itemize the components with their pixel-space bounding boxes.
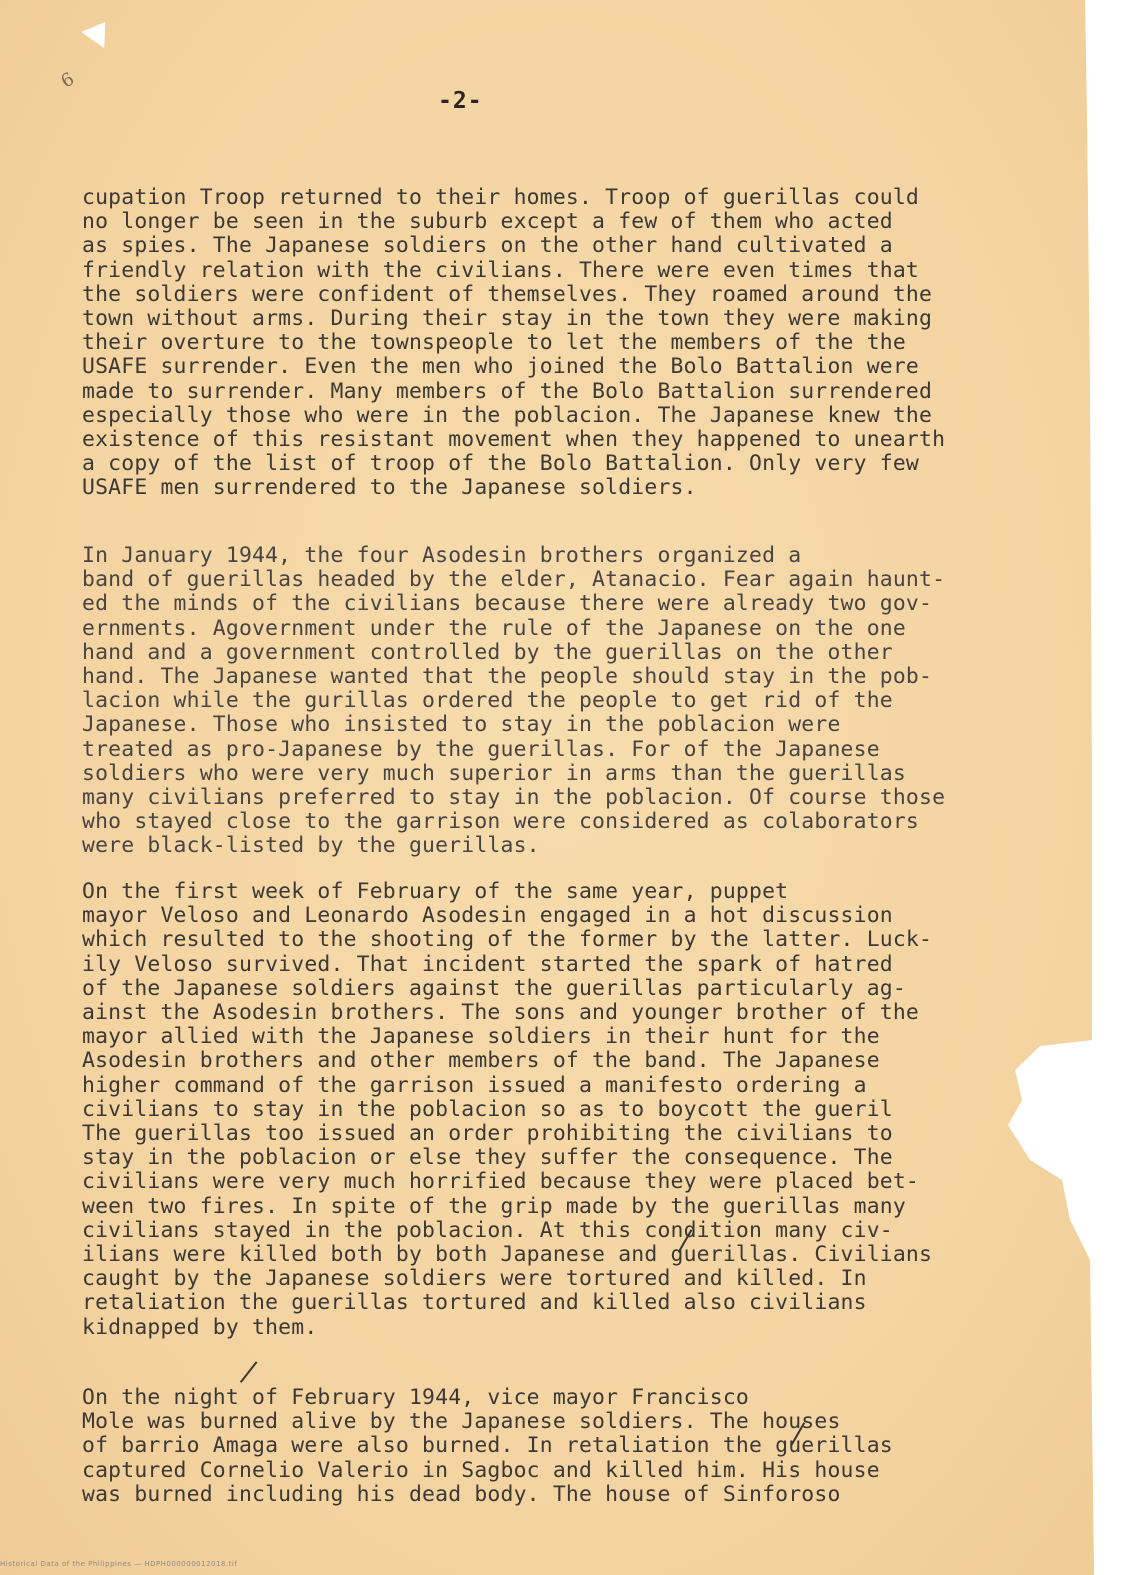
paragraph-1: cupation Troop returned to their homes. Troop of guerillas could no longer be seen in the suburb except a few of them who acted as spies. The Japanese soldiers on the other hand cultivated a friendly relation with the civilians. There were even times that the soldiers were confident of themselves. They roamed around the town without arms. During their stay in the town they were making their overture to the townspeople to let the members of the the USAFE surrender. Even the men who joined the Bolo Battalion were made to surrender. Many members of the Bolo Battalion surrendered especially those who were in the poblacion. The Japanese knew the existence of this resistant movement when they happened to unearth a copy of the list of troop of the Bolo Battalion. Only very few USAFE men surrendered to the Japanese soldiers. <box>82 185 946 501</box>
page-number: -2- <box>438 88 483 114</box>
scan-footer: Historical Data of the Philippines — HDPH000000012018.tif <box>0 1560 238 1568</box>
paragraph-4: On the night of February 1944, vice mayor Francisco Mole was burned alive by the Japanese soldiers. The houses of barrio Amaga were also burned. In retaliation the guerillas captured Cornelio Valerio in Sagboc and killed him. His house was burned including his dead body. The house of Sinforoso <box>82 1385 893 1507</box>
corner-pencil-mark: 6 <box>57 68 78 93</box>
paragraph-2: In January 1944, the four Asodesin brothers organized a band of guerillas headed by the elder, Atanacio. Fear again haunt- ed the minds of the civilians because there were already two gov- ernments. Agovernment under the rule of the Japanese on the one hand and a government controlled by the guerillas on the other hand. The Japanese wanted that the people should stay in the pob- lacion while the gurillas ordered the people to get rid of the Japanese. Those who insisted to stay in the poblacion were treated as pro-Japanese by the guerillas. For of the Japanese soldiers who were very much superior in arms than the guerillas many civilians preferred to stay in the poblacion. Of course those who stayed close to the garrison were considered as colaborators were black-listed by the guerillas. <box>82 543 946 859</box>
paragraph-3: On the first week of February of the same year, puppet mayor Veloso and Leonardo Asodesin engaged in a hot discussion which resulted to the shooting of the former by the latter. Luck- ily Veloso survived. That incident started the spark of hatred of the Japanese soldiers against the guerillas particularly ag- ainst the Asodesin brothers. The sons and younger brother of the mayor allied with the Japanese soldiers in their hunt for the Asodesin brothers and other members of the band. The Japanese higher command of the garrison issued a manifesto ordering a civilians to stay in the poblacion so as to boycott the gueril The guerillas too issued an order prohibiting the civilians to stay in the poblacion or else they suffer the consequence. The civilians were very much horrified because they were placed bet- ween two fires. In spite of the grip made by the guerillas many civilians stayed in the poblacion. At this condition many civ- ilians were killed both by both Japanese and guerillas. Civilians caught by the Japanese soldiers were tortured and killed. In retaliation the guerillas tortured and killed also civilians kidnapped by them. <box>82 879 933 1340</box>
